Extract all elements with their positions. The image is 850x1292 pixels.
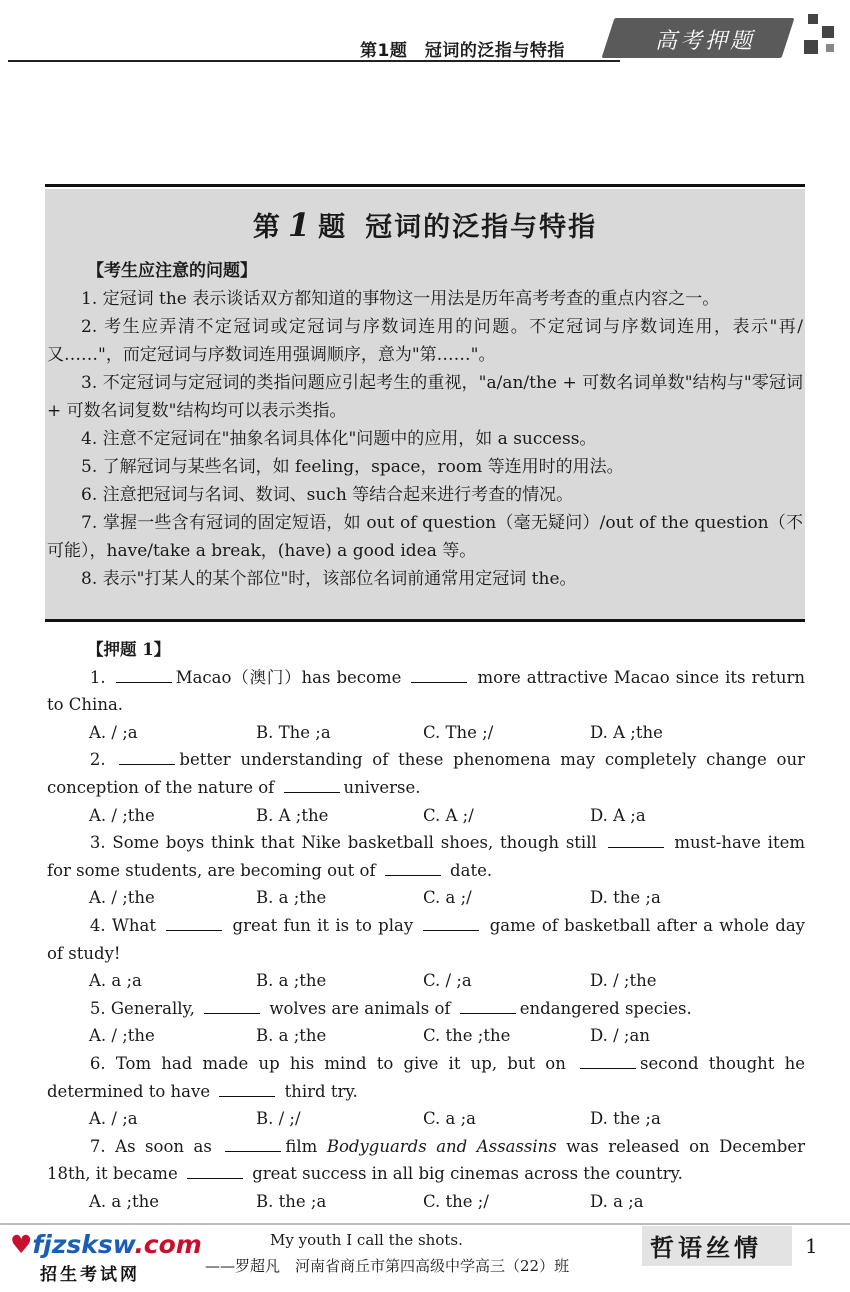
answer-blank[interactable] [284,775,340,793]
option-d[interactable]: D. / ;the [590,971,657,991]
note-item: 6. 注意把冠词与名词、数词、such 等结合起来进行考查的情况。 [81,485,574,505]
option-c[interactable]: C. the ;/ [423,1191,489,1211]
question-4: 4. What great fun it is to play game of basketball after a whole day of study! [47,912,805,967]
topic-title-number: 1 [287,206,313,244]
answer-blank[interactable] [219,1079,275,1097]
footer-quote: My youth I call the shots. [270,1231,463,1249]
header-section-title: 第1题 冠词的泛指与特指 [360,41,565,61]
answer-blank[interactable] [225,1134,281,1152]
question-1-options [47,719,805,747]
footer-quote-source: ——罗超凡 河南省商丘市第四高级中学高三（22）班 [205,1257,570,1275]
option-b[interactable]: B. A ;the [256,805,329,825]
question-2: 2. better understanding of these phenomena may completely change our conception of the nature of universe. [47,746,805,801]
footer-rule [0,1223,850,1225]
option-a[interactable]: A. a ;a [89,971,142,991]
option-a[interactable]: A. / ;the [89,805,155,825]
option-a[interactable]: A. / ;a [89,1109,138,1129]
option-d[interactable]: D. the ;a [590,888,661,908]
option-c[interactable]: C. the ;the [423,1026,511,1046]
question-7: 7. As soon as film Bodyguards and Assassins was released on December 18th, it became great success in all big cinemas across the country. [47,1133,805,1188]
film-title: Bodyguards and Assassins [326,1136,557,1156]
option-d[interactable]: D. the ;a [590,1109,661,1129]
note-item: 5. 了解冠词与某些名词，如 feeling，space，room 等连用时的用法。 [81,457,624,477]
answer-blank[interactable] [608,831,664,849]
note-item: 4. 注意不定冠词在"抽象名词具体化"问题中的应用，如 a success。 [81,429,597,449]
answer-blank[interactable] [187,1162,243,1180]
decor-square-icon [822,26,834,38]
note-item: 2. 考生应弄清不定冠词或定冠词与序数词连用的问题。不定冠词与序数词连用，表示"再/又……"，而定冠词与序数词连用强调顺序，意为"第……"。 [47,317,803,365]
topic-title-suffix: 题 [318,212,348,243]
note-item: 1. 定冠词 the 表示谈话双方都知道的事物这一用法是历年高考考查的重点内容之一。 [81,289,720,309]
question-3-options [47,884,805,912]
option-d[interactable]: D. A ;the [590,722,663,742]
question-3: 3. Some boys think that Nike basketball shoes, though still must-have item for some students, are becoming out of date. [47,829,805,884]
decor-square-icon [808,14,818,24]
notes-list [47,257,803,593]
question-6-options [47,1105,805,1133]
option-b[interactable]: B. The ;a [256,722,331,742]
option-a[interactable]: A. / ;a [89,722,138,742]
option-b[interactable]: B. the ;a [256,1191,327,1211]
note-item: 8. 表示"打某人的某个部位"时，该部位名词前通常用定冠词 the。 [81,569,577,589]
option-b[interactable]: B. a ;the [256,971,327,991]
topic-title-text: 冠词的泛指与特指 [365,212,598,243]
header-tag: 高考押题 [654,29,755,54]
option-d[interactable]: D. A ;a [590,805,646,825]
option-c[interactable]: C. A ;/ [423,805,474,825]
answer-blank[interactable] [580,1051,636,1069]
box-bottom-rule [45,619,805,622]
question-2-options [47,802,805,830]
answer-blank[interactable] [119,748,175,766]
question-4-options [47,967,805,995]
answer-blank[interactable] [411,665,467,683]
answer-blank[interactable] [166,913,222,931]
footer-motto: 哲语丝情 [650,1234,762,1262]
option-c[interactable]: C. a ;/ [423,888,472,908]
option-b[interactable]: B. a ;the [256,888,327,908]
exercise-heading: 【押题 1】 [87,640,171,659]
decor-square-icon [804,40,818,54]
option-b[interactable]: B. / ;/ [256,1109,301,1129]
topic-title [45,205,805,244]
answer-blank[interactable] [460,996,516,1014]
answer-blank[interactable] [116,665,172,683]
answer-blank[interactable] [423,913,479,931]
exercise [47,636,805,1215]
answer-blank[interactable] [385,858,441,876]
note-item: 7. 掌握一些含有冠词的固定短语，如 out of question（毫无疑问）/out of the question（不可能），have/take a break，(have) a good idea 等。 [47,513,803,561]
question-5-options [47,1022,805,1050]
option-a[interactable]: A. a ;the [89,1191,160,1211]
question-5: 5. Generally, wolves are animals of endangered species. [47,995,805,1023]
page-number: 1 [805,1234,818,1258]
option-b[interactable]: B. a ;the [256,1026,327,1046]
option-a[interactable]: A. / ;the [89,1026,155,1046]
question-6: 6. Tom had made up his mind to give it up, but on second thought he determined to have third try. [47,1050,805,1105]
site-logo-subtitle: 招生考试网 [40,1265,140,1285]
box-top-rule [45,184,805,187]
site-logo[interactable] [8,1226,202,1286]
option-c[interactable]: C. a ;a [423,1109,477,1129]
option-c[interactable]: C. / ;a [423,971,472,991]
answer-blank[interactable] [204,996,260,1014]
site-logo-text: ♥fjzsksw.com [10,1230,202,1259]
question-7-options [47,1188,805,1216]
option-d[interactable]: D. a ;a [590,1191,644,1211]
topic-title-prefix: 第 [252,212,282,243]
note-item: 3. 不定冠词与定冠词的类指问题应引起考生的重视，"a/an/the + 可数名词单数"结构与"零冠词 + 可数名词复数"结构均可以表示类指。 [47,373,803,421]
notes-heading: 【考生应注意的问题】 [87,261,257,281]
decor-square-icon [826,44,834,52]
question-1: 1. Macao（澳门）has become more attractive Macao since its return to China. [47,664,805,719]
option-c[interactable]: C. The ;/ [423,722,494,742]
option-d[interactable]: D. / ;an [590,1026,650,1046]
option-a[interactable]: A. / ;the [89,888,155,908]
